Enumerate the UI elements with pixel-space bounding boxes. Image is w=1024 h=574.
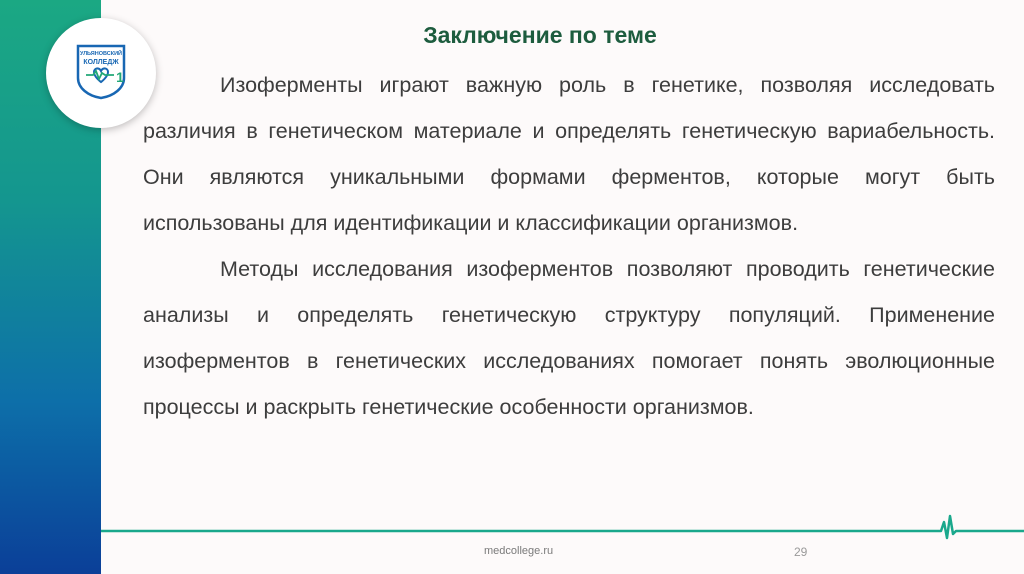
paragraph-1: Изоферменты играют важную роль в генетике, позволяя исследовать различия в генетическом материале и определять генетическую вариабельность. Они являются уникальными формами ферментов, которые могут быть использованы для идентификации и классификации организмов. bbox=[143, 73, 995, 235]
logo-text-line2: КОЛЛЕДЖ bbox=[83, 59, 119, 66]
slide-body bbox=[143, 62, 995, 430]
footer-website: medcollege.ru bbox=[484, 545, 554, 557]
logo-emblem-icon bbox=[74, 42, 130, 102]
paragraph-2: Методы исследования изоферментов позволяют проводить генетические анализы и определять генетическую структуру популяций. Применение изоферментов в генетических исследованиях помогает понять эволюционные процессы и раскрыть генетические особенности организмов. bbox=[143, 257, 995, 419]
logo-number: 1 bbox=[116, 69, 124, 85]
heartbeat-line-icon bbox=[101, 512, 1024, 542]
college-logo bbox=[46, 18, 156, 128]
page-number: 29 bbox=[794, 545, 808, 559]
slide-title: Заключение по теме bbox=[423, 22, 657, 48]
logo-text-line1: УЛЬЯНОВСКИЙ bbox=[79, 51, 123, 57]
